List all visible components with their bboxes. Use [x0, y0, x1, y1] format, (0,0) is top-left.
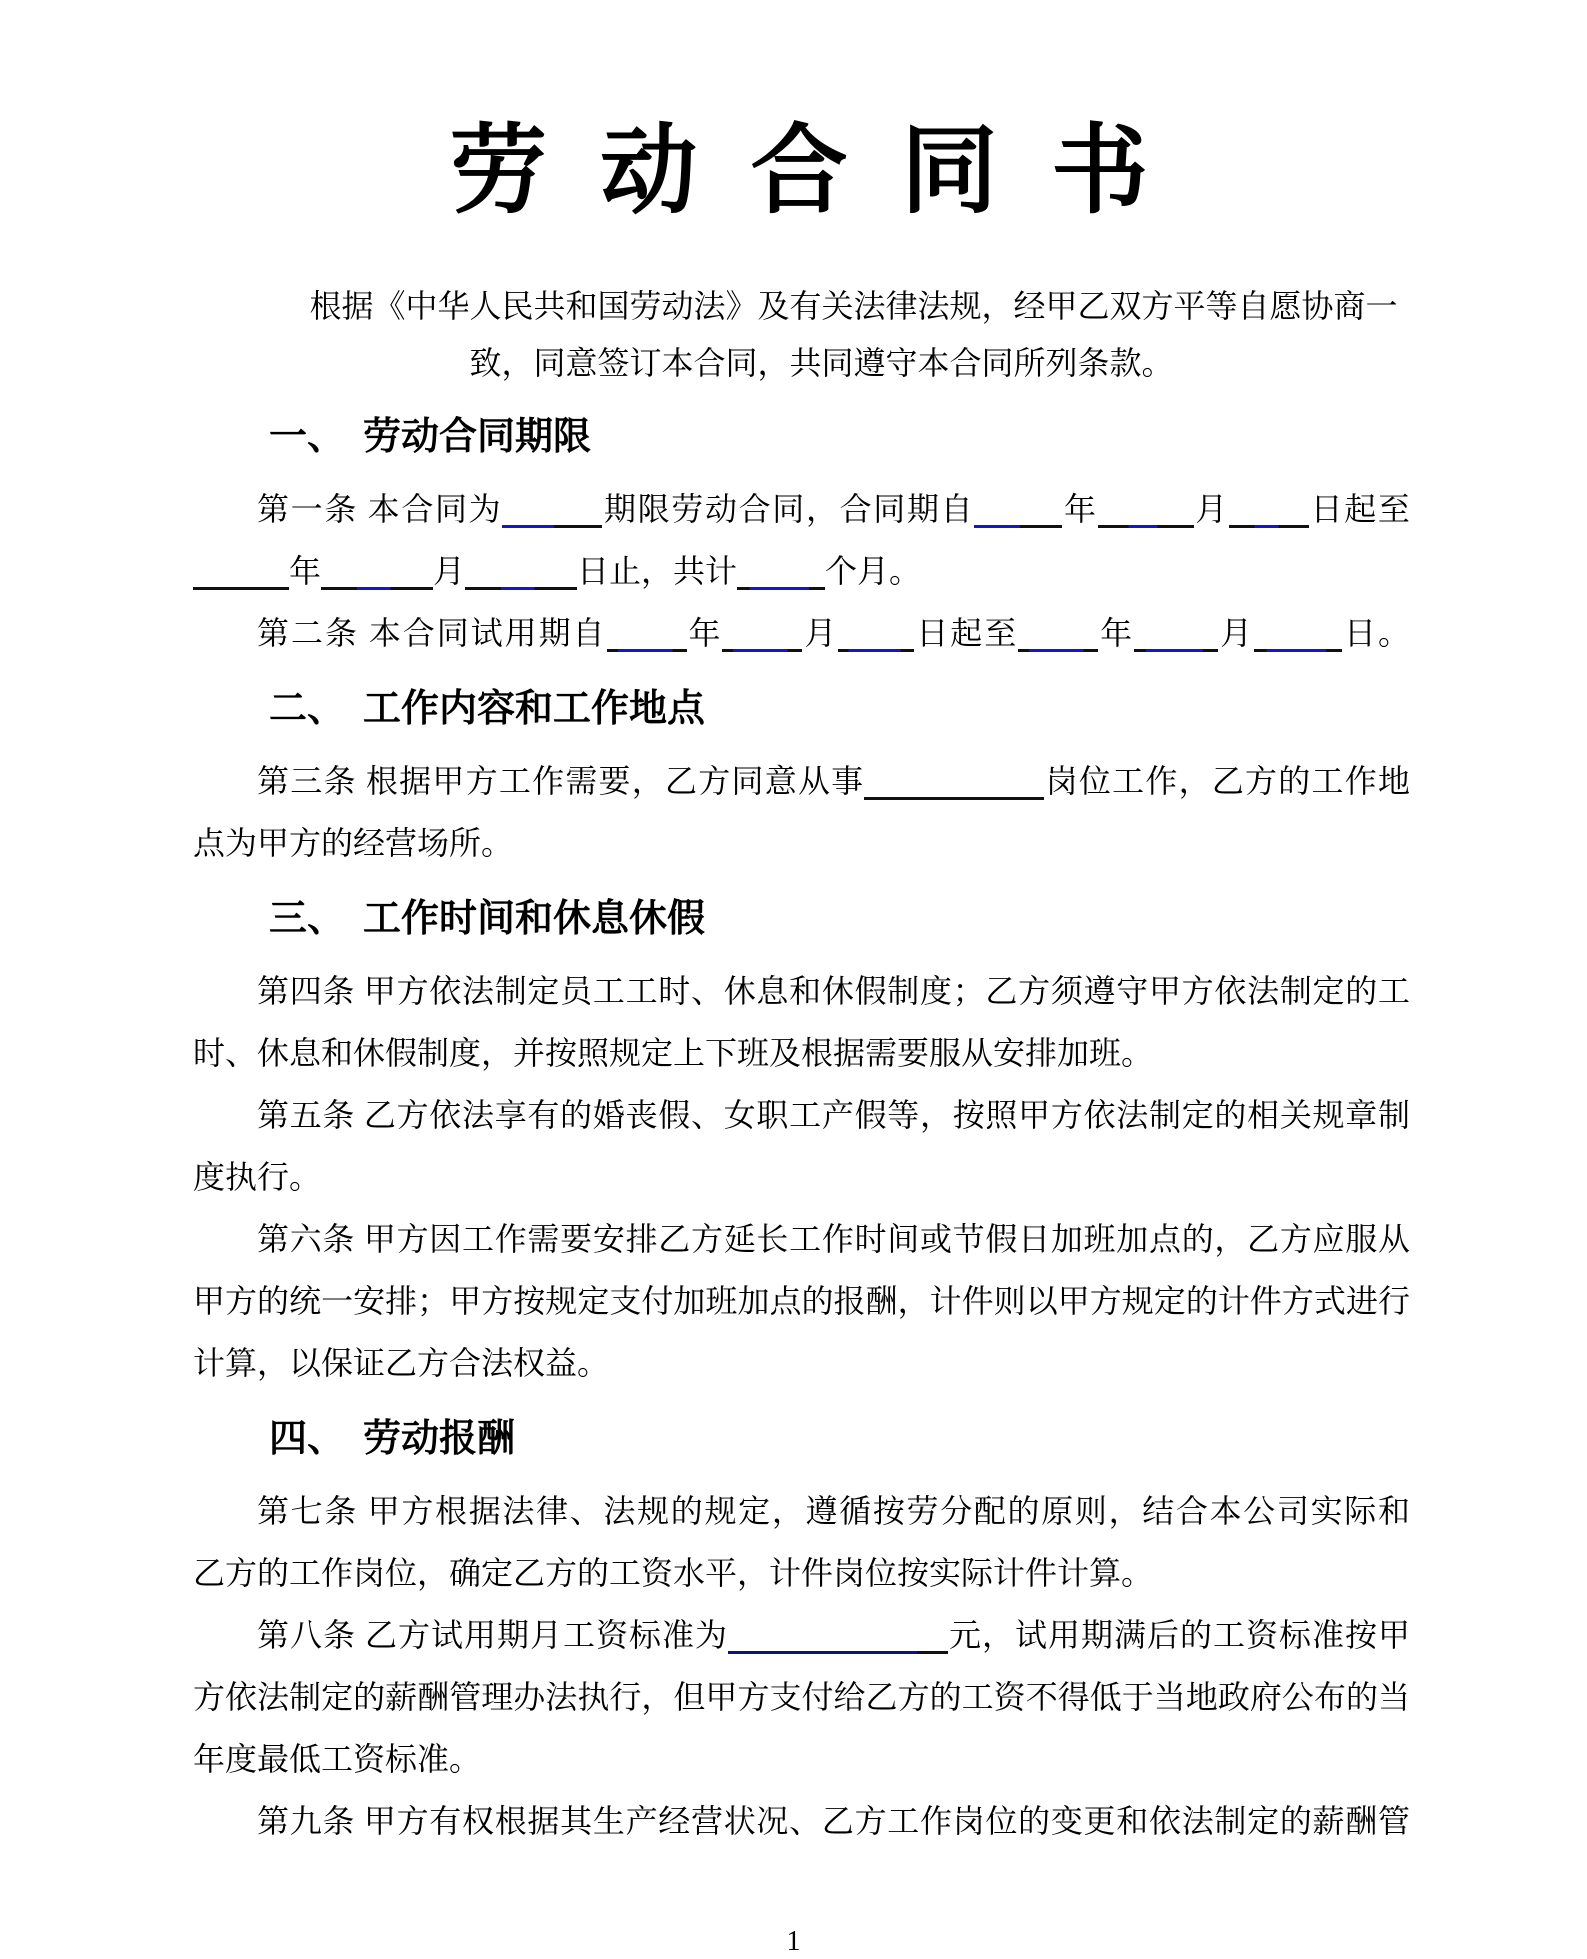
blank-field: [502, 488, 602, 528]
section-heading-1: [193, 414, 1410, 460]
article-6-line-3: 计算，以保证乙方合法权益。: [193, 1345, 610, 1381]
text-run: 岗位工作，乙方的工作地: [1044, 763, 1410, 799]
blank-field: [321, 550, 433, 590]
text-run: 第二条 本合同试用期自: [257, 615, 607, 651]
heading-title: 工作内容和工作地点: [363, 688, 706, 730]
heading-title: 劳动报酬: [363, 1418, 516, 1460]
article-1-line-2: [193, 540, 1410, 602]
article-7-line-2: 乙方的工作岗位，确定乙方的工资水平，计件岗位按实际计件计算。: [193, 1555, 1154, 1591]
intro-line-2: 致，同意签订本合同，共同遵守本合同所列条款。: [469, 345, 1174, 381]
article-4-line-1: 第四条 甲方依法制定员工工时、休息和休假制度；乙方须遵守甲方依法制定的工: [257, 973, 1410, 1009]
article-1-line-1: [193, 478, 1410, 540]
article-5-line-1: 第五条 乙方依法享有的婚丧假、女职工产假等，按照甲方依法制定的相关规章制: [257, 1097, 1410, 1133]
blank-field: [607, 612, 687, 652]
text-run: 月: [1218, 615, 1255, 651]
blank-field: [722, 612, 802, 652]
blank-field: [1254, 612, 1342, 652]
blank-field: [1018, 612, 1098, 652]
section-heading-2: [193, 686, 1410, 732]
section-heading-4: [193, 1416, 1410, 1462]
text-run: 第一条 本合同为: [257, 491, 503, 527]
text-run: 期限劳动合同，合同期自: [602, 491, 975, 527]
blank-field: [193, 550, 289, 590]
blank-field: [974, 488, 1062, 528]
article-2-line-1: [193, 602, 1410, 664]
article-6-line-2: 甲方的统一安排；甲方按规定支付加班加点的报酬，计件则以甲方规定的计件方式进行: [193, 1283, 1410, 1319]
page-number: 1: [786, 1926, 801, 1957]
text-run: 日止，共计: [577, 553, 738, 589]
document-title: 劳动合同书: [449, 116, 1202, 225]
article-3-line-1: [193, 750, 1410, 812]
text-run: 日。: [1342, 615, 1410, 651]
blank-field: [1229, 488, 1309, 528]
text-run: 个月。: [825, 553, 922, 589]
text-run: 年: [686, 615, 723, 651]
text-run: 日起至: [1308, 491, 1410, 527]
article-4-line-2: 时、休息和休假制度，并按照规定上下班及根据需要服从安排加班。: [193, 1035, 1154, 1071]
blank-field: [728, 1614, 948, 1654]
heading-number: 一、: [269, 416, 346, 458]
blank-field: [1134, 612, 1218, 652]
text-run: 第三条 根据甲方工作需要，乙方同意从事: [257, 763, 865, 799]
heading-title: 劳动合同期限: [363, 416, 592, 458]
blank-field: [838, 612, 914, 652]
text-run: 日起至: [914, 615, 1019, 651]
text-run: 年: [289, 553, 322, 589]
article-7: [193, 1480, 1410, 1852]
blank-field: [465, 550, 577, 590]
blank-field: [737, 550, 825, 590]
text-run: 月: [1193, 491, 1229, 527]
article-8-line-2: 方依法制定的薪酬管理办法执行，但甲方支付给乙方的工资不得低于当地政府公布的当: [193, 1679, 1410, 1715]
text-run: 月: [433, 553, 466, 589]
section-heading-3: [193, 896, 1410, 942]
article-9-line-1: 第九条 甲方有权根据其生产经营状况、乙方工作岗位的变更和依法制定的薪酬管: [257, 1803, 1410, 1839]
article-4: [193, 960, 1410, 1394]
intro-line-1: 根据《中华人民共和国劳动法》及有关法律法规，经甲乙双方平等自愿协商一: [309, 288, 1398, 324]
article-8-line-1: [193, 1604, 1410, 1666]
article-6-line-1: 第六条 甲方因工作需要安排乙方延长工作时间或节假日加班加点的，乙方应服从: [257, 1221, 1410, 1257]
article-1: [193, 478, 1410, 664]
article-3: [193, 750, 1410, 874]
article-3-line-2: 点为甲方的经营场所。: [193, 825, 514, 861]
heading-number: 三、: [269, 898, 346, 940]
text-run: 第八条 乙方试用期月工资标准为: [257, 1617, 728, 1653]
article-8-line-3: 年度最低工资标准。: [193, 1741, 482, 1777]
text-run: 年: [1098, 615, 1135, 651]
blank-field: [864, 760, 1044, 800]
intro-paragraph: [243, 278, 1400, 392]
heading-number: 四、: [269, 1418, 346, 1460]
article-5-line-2: 度执行。: [193, 1159, 322, 1195]
text-run: 元，试用期满后的工资标准按甲: [948, 1617, 1410, 1653]
blank-field: [1098, 488, 1194, 528]
heading-number: 二、: [269, 688, 346, 730]
heading-title: 工作时间和休息休假: [363, 898, 706, 940]
text-run: 月: [802, 615, 839, 651]
article-7-line-1: 第七条 甲方根据法律、法规的规定，遵循按劳分配的原则，结合本公司实际和: [257, 1493, 1410, 1529]
text-run: 年: [1062, 491, 1098, 527]
